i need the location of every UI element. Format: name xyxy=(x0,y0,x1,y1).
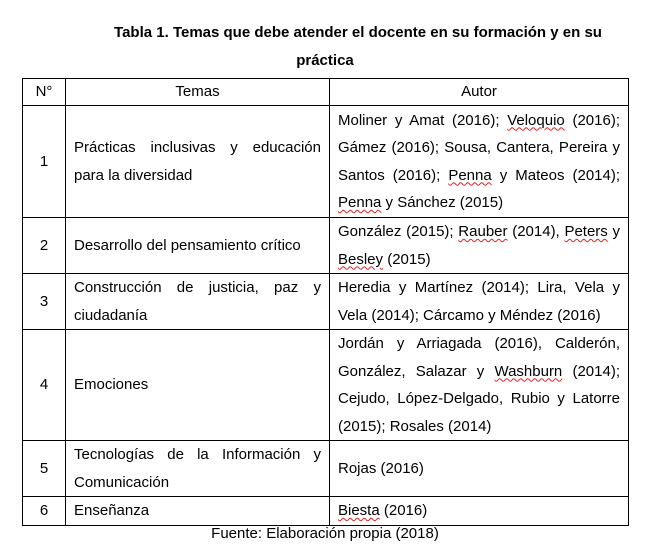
row-number: 4 xyxy=(23,330,66,441)
row-tema: Enseñanza xyxy=(66,497,330,526)
topics-table xyxy=(22,78,629,526)
author-text: y Mateos (2014); xyxy=(491,166,621,184)
author-text: Rojas (2016) xyxy=(338,459,424,477)
author-name-flagged: Biesta xyxy=(338,502,380,519)
table-title-continuation: práctica xyxy=(296,52,354,69)
table-row xyxy=(23,218,629,274)
author-name-flagged: Veloquio xyxy=(507,111,565,129)
row-tema: Construcción de justicia, paz y ciudadanía xyxy=(66,274,330,330)
author-text: (2016); Gámez (2016); Sousa, Cantera, Pereira y Santos (2016); xyxy=(338,111,620,184)
row-autor xyxy=(330,441,629,497)
author-name-flagged: Penna xyxy=(338,194,382,211)
header-row xyxy=(23,79,629,106)
row-number: 2 xyxy=(23,218,66,274)
author-text: Jordán y Arriagada (2016), Calderón, González, Salazar y xyxy=(338,335,620,380)
row-number: 3 xyxy=(23,274,66,330)
author-text: González (2015); xyxy=(338,223,459,240)
table-row xyxy=(23,497,629,526)
author-text: Heredia y Martínez (2014); Lira, Vela y Vela (2014); Cárcamo y Méndez (2016) xyxy=(338,279,620,324)
author-text: (2014); Cejudo, López-Delgado, Rubio y Latorre (2015); Rosales (2014) xyxy=(338,362,620,435)
author-text: Moliner y Amat (2016); xyxy=(338,111,508,129)
author-text: (2016) xyxy=(379,502,428,519)
author-name-flagged: Rauber xyxy=(458,223,508,240)
row-number: 6 xyxy=(23,497,66,526)
row-autor xyxy=(330,330,629,441)
row-tema: Prácticas inclusivas y educación para la diversidad xyxy=(66,106,330,218)
row-autor xyxy=(330,274,629,330)
table-row xyxy=(23,106,629,218)
row-tema: Desarrollo del pensamiento crítico xyxy=(66,218,330,274)
row-autor xyxy=(330,106,629,218)
table-title: Tabla 1. Temas que debe atender el docente en su formación y en su xyxy=(114,24,602,41)
author-text: y Sánchez (2015) xyxy=(381,194,504,211)
author-text: y xyxy=(607,223,620,240)
source-note: Fuente: Elaboración propia (2018) xyxy=(211,525,439,542)
author-name-flagged: Peters xyxy=(564,223,608,240)
row-number: 1 xyxy=(23,106,66,218)
author-text: (2015) xyxy=(383,250,431,268)
author-name-flagged: Penna xyxy=(448,166,492,184)
table-row xyxy=(23,274,629,330)
row-number: 5 xyxy=(23,441,66,497)
author-text: (2014), xyxy=(507,223,565,240)
row-tema: Emociones xyxy=(66,330,330,441)
header-autor: Autor xyxy=(330,79,629,106)
header-num: N° xyxy=(23,79,66,106)
author-name-flagged: Washburn xyxy=(494,362,563,380)
row-tema: Tecnologías de la Información y Comunicación xyxy=(66,441,330,497)
row-autor xyxy=(330,497,629,526)
header-temas: Temas xyxy=(66,79,330,106)
author-name-flagged: Besley xyxy=(338,250,384,268)
table-row xyxy=(23,441,629,497)
table-row xyxy=(23,330,629,441)
row-autor xyxy=(330,218,629,274)
